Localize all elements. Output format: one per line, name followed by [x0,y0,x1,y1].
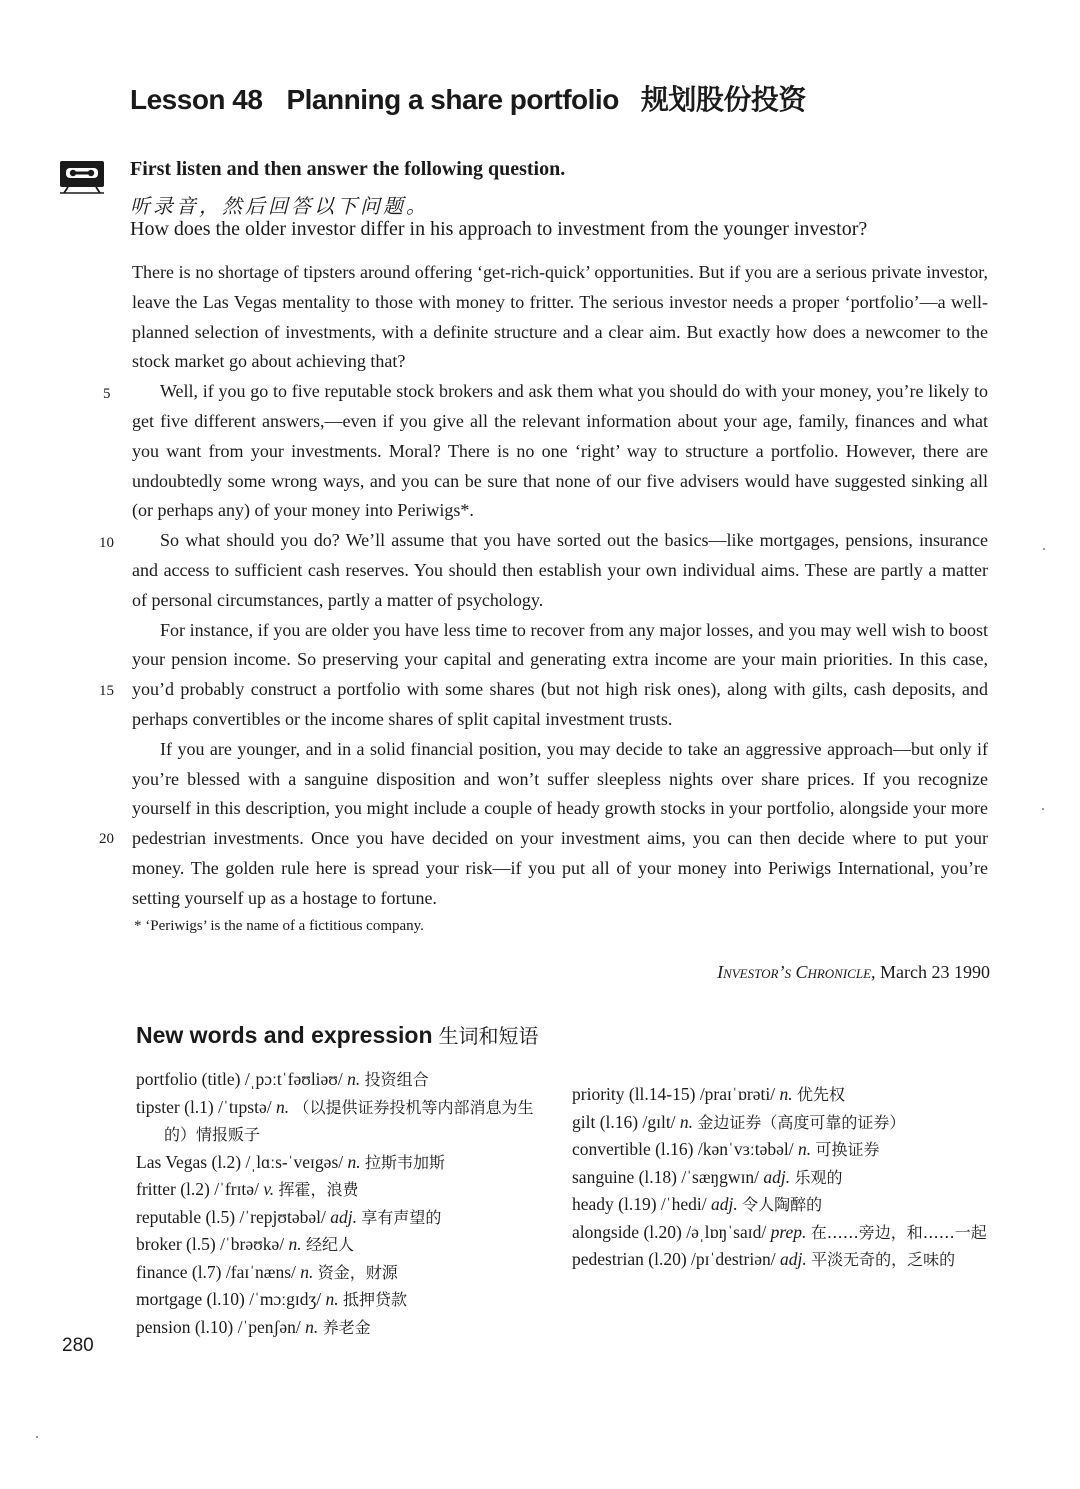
question-instruction-zh: 听录音，然后回答以下问题。 [130,194,429,218]
vocab-entry: Las Vegas (l.2) /ˌlɑːs-ˈveɪgəs/ n. 拉斯韦加斯 [136,1151,446,1172]
footnote: * ‘Periwigs’ is the name of a fictitious company. [134,918,424,934]
vocab-entry: gilt (l.16) /gɪlt/ n. 金边证券（高度可靠的证券） [572,1111,906,1132]
line-number: 20 [99,831,114,847]
source-publication: Investor’s Chronicle, [717,962,876,982]
new-words-title-zh: 生词和短语 [438,1024,539,1048]
vocab-entry: mortgage (l.10) /ˈmɔːgɪdʒ/ n. 抵押贷款 [136,1289,408,1309]
lesson-title [130,78,806,118]
line-number: 5 [103,386,111,402]
scan-speck [36,1436,38,1438]
paragraph-5: If you are younger, and in a solid financial position, you may decide to take an aggressive approach—but only if you’re blessed with a sanguine disposition and won’t suffer sleepless nights over share prices. If you recognize yourself in this description, you might include a couple of heady growth stocks in your portfolio, alongside your more pedestrian investments. Once you have decided on your investment aims, you can then decide where to put your money. The golden rule here is spread your risk—if you put all of your money into Periwigs International, you’re setting yourself up as a hostage to fortune. [132,738,988,908]
page-number: 280 [62,1335,94,1356]
paragraph-3: So what should you do? We’ll assume that you have sorted out the basics—like mortgages, pensions, insurance and access to sufficient cash reserves. You should then establish your own individual aims. These are partly a matter of personal circumstances, partly a matter of psychology. [132,530,988,610]
vocab-column-right [572,1081,1002,1274]
cassette-tape-icon [58,157,106,195]
line-number: 10 [99,535,114,551]
source-date: March 23 1990 [880,962,990,982]
vocab-entry: priority (ll.14-15) /praɪˈɒrəti/ n. 优先权 [572,1084,845,1104]
line-number: 15 [99,683,114,699]
vocab-entry: fritter (l.2) /ˈfrɪtə/ v. 挥霍，浪费 [136,1179,359,1199]
vocab-entry: reputable (l.5) /ˈrepjʊtəbəl/ adj. 享有声望的 [136,1206,442,1227]
question-instruction: First listen and then answer the following question. [130,158,566,180]
lesson-title-zh: 规划股份投资 [640,84,806,115]
vocab-entry: heady (l.19) /ˈhedi/ adj. 令人陶醉的 [572,1194,823,1214]
vocab-entry: convertible (l.16) /kənˈvɜːtəbəl/ n. 可换证券 [572,1139,880,1159]
scan-speck [1042,808,1044,810]
vocab-entry: sanguine (l.18) /ˈsæŋgwɪn/ adj. 乐观的 [572,1166,843,1187]
source-citation [717,962,990,983]
passage [132,258,988,914]
vocab-entry: broker (l.5) /ˈbrəʊkə/ n. 经纪人 [136,1234,354,1254]
lesson-title-en: Planning a share portfolio [286,84,619,115]
paragraph-1: There is no shortage of tipsters around offering ‘get-rich-quick’ opportunities. But if you are a serious private investor, leave the Las Vegas mentality to those with money to fritter. The serious investor needs a proper ‘portfolio’—a well-planned selection of investments, with a definite structure and a clear aim. But exactly how does a newcomer to the stock market go about achieving that? [132,262,988,372]
question-text: How does the older investor differ in his approach to investment from the younger investor? [130,218,868,240]
vocab-column-left [136,1066,556,1341]
vocab-entry: pedestrian (l.20) /pɪˈdestriən/ adj. 平淡无奇的，乏味的 [572,1249,956,1269]
vocab-entry: tipster (l.1) /ˈtɪpstə/ n. （以提供证券投机等内部消息为生的）情报贩子 [136,1096,534,1144]
vocab-entry: alongside (l.20) /əˌlɒŋˈsaɪd/ prep. 在……旁边，和……一起 [572,1221,987,1242]
new-words-title-en: New words and expression [136,1022,433,1048]
new-words-title [136,1020,539,1049]
vocab-entry: portfolio (title) /ˌpɔːtˈfəʊliəʊ/ n. 投资组合 [136,1069,429,1089]
vocab-entry: pension (l.10) /ˈpenʃən/ n. 养老金 [136,1316,371,1337]
lesson-number: Lesson 48 [130,84,263,115]
vocab-entry: finance (l.7) /faɪˈnæns/ n. 资金，财源 [136,1261,398,1282]
paragraph-2: Well, if you go to five reputable stock brokers and ask them what you should do with your money, you’re likely to get five different answers,—even if you give all the relevant information about your age, family, finances and what you want from your investments. Moral? There is no one ‘right’ way to structure a portfolio. However, there are undoubtedly some wrong ways, and you can be sure that none of our five advisers would have suggested sinking all (or perhaps any) of your money into Periwigs*. [132,381,988,521]
scan-speck [1043,548,1045,550]
paragraph-4: For instance, if you are older you have less time to recover from any major losses, and you may well wish to boost your pension income. So preserving your capital and generating extra income are your main priorities. In this case, you’d probably construct a portfolio with some shares (but not high risk ones), along with gilts, cash deposits, and perhaps convertibles or the income shares of split capital investment trusts. [132,619,988,729]
